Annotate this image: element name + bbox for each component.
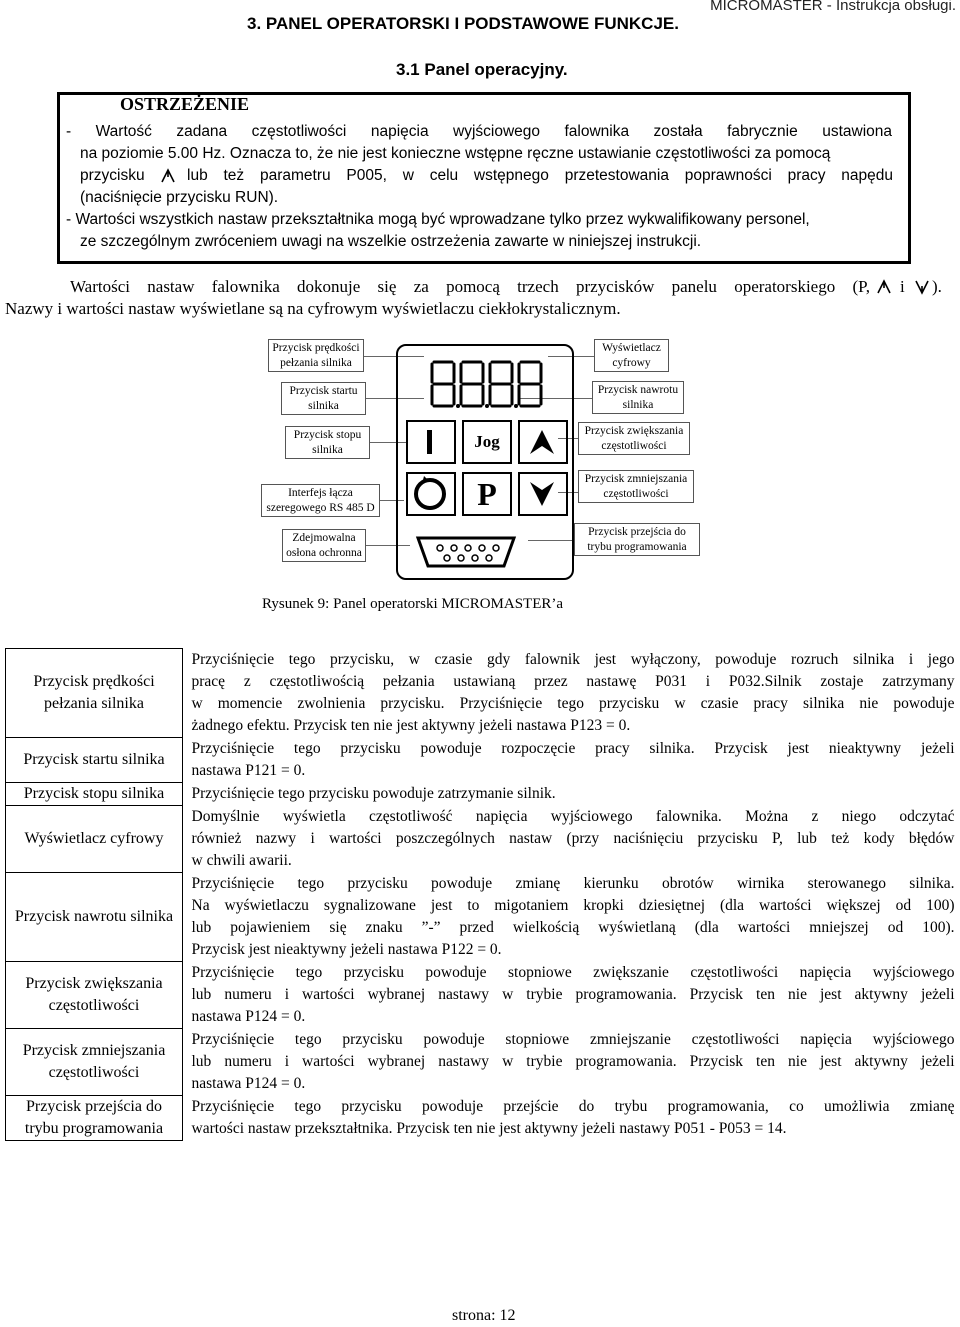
description-line: w chwili awarii.: [191, 851, 292, 869]
description-line: nastawa P124 = 0.: [191, 1074, 306, 1092]
description-line: Przyciśnięcie tego przycisku powoduje zatrzymanie silnik.: [191, 784, 556, 802]
description-line: lub numeru i wartości wybranej nastawy w trybie programowania. Przycisk ten nie jest aktywny jeżeli: [191, 985, 955, 1003]
warning-line-3b: lub też parametru P005, w celu wstępnego przetestowania poprawności pracy napędu: [187, 167, 893, 184]
table-cell-name: [6, 806, 183, 873]
up-button[interactable]: [518, 420, 568, 464]
table-cell-name: [6, 1096, 183, 1141]
description-line: również nazwy i wartości poszczególnych nastaw (przy naciśnięciu przycisku P, lub też kody błędów: [191, 829, 955, 847]
button-name: Przycisk prędkości pełzania silnika: [33, 673, 155, 712]
button-name: Wyświetlacz cyfrowy: [24, 830, 164, 847]
manual-title: MICROMASTER - Instrukcja obsługi.: [710, 0, 956, 14]
warning-line-4: (naciśnięcie przycisku RUN).: [80, 189, 279, 206]
table-row: [6, 738, 955, 783]
description-line: wartości nastaw przekształtnika. Przycisk ten nie jest aktywny jeżeli nastawy P051 - P053 = 14.: [191, 1119, 787, 1137]
table-cell-name: [6, 962, 183, 1029]
intro-and: i: [900, 277, 905, 296]
table-row: [6, 962, 955, 1029]
warning-title: OSTRZEŻENIE: [120, 94, 250, 114]
warning-line-1: - Wartość zadana częstotliwości napięcia wyjściowego falownika została fabrycznie ustawiona: [66, 123, 892, 140]
button-name: Przycisk zmniejszania częstotliwości: [22, 1042, 166, 1081]
description-line: Przyciśnięcie tego przycisku powoduje przejście do trybu programowania, co umożliwia zmianę: [191, 1097, 955, 1115]
table-cell-name: [6, 1029, 183, 1096]
label-stop-button: Przycisk stopu silnika: [285, 426, 370, 459]
table-cell-name: [6, 649, 183, 738]
label-display: Wyświetlacz cyfrowy: [594, 339, 669, 372]
up-arrow-icon: [520, 422, 566, 462]
reverse-button[interactable]: [406, 472, 456, 516]
table-row: [6, 806, 955, 873]
description-line: Przycisk jest nieaktywny jeżeli nastawa P122 = 0.: [191, 940, 502, 958]
description-line: Przyciśnięcie tego przycisku powoduje stopniowe zmniejszanie częstotliwości napięcia wyjściowego: [191, 1030, 955, 1048]
down-arrow-icon: [914, 279, 930, 295]
button-name: Przycisk startu silnika: [23, 751, 165, 768]
seven-segment-display: [424, 356, 548, 410]
description-line: Na wyświetlaczu sygnalizowane jest to migotaniem kropki dziesiętnej (dla wartości większej od 100): [191, 896, 955, 914]
description-line: żadnego efektu. Przycisk ten nie jest aktywny jeżeli nastawa P123 = 0.: [191, 716, 631, 734]
description-line: lub pojawieniem się znaku ”-” przed wielkością wyświetlaną (dla wartości mniejszej od 100).: [191, 918, 955, 936]
page-number: strona: 12: [452, 1307, 516, 1324]
intro-end: ).: [932, 277, 942, 296]
intro-line-2: Nazwy i wartości nastaw wyświetlane są na cyfrowym wyświetlaczu ciekłokrystalicznym.: [5, 299, 621, 318]
warning-line-3a: przycisku: [80, 167, 145, 184]
table-cell-description: [192, 738, 955, 783]
label-cover: Zdejmowalna osłona ochronna: [282, 529, 366, 562]
table-row: [6, 1096, 955, 1141]
label-start-button: Przycisk startu silnika: [281, 382, 366, 415]
warning-line-2: na poziomie 5.00 Hz. Oznacza to, że nie jest konieczne wstępne ręczne ustawianie częstotliwości za pomocą: [80, 145, 831, 162]
description-line: Przyciśnięcie tego przycisku powoduje zmianę kierunku obrotów wirnika sterowanego silnika.: [191, 874, 955, 892]
p-key-label: P: [477, 476, 497, 512]
description-line: Przyciśnięcie tego przycisku powoduje rozpoczęcie pracy silnika. Przycisk jest nieaktywny jeżeli: [191, 739, 955, 757]
table-cell-name: [6, 783, 183, 806]
rs485-connector: [410, 530, 522, 574]
button-name: Przycisk zwiększania częstotliwości: [25, 975, 163, 1014]
label-up-button: Przycisk zwiększania częstotliwości: [578, 422, 690, 455]
jog-button[interactable]: [462, 420, 512, 464]
label-down-button: Przycisk zmniejszania częstotliwości: [578, 470, 694, 503]
button-name: Przycisk stopu silnika: [23, 785, 165, 802]
table-cell-description: [192, 649, 955, 738]
description-line: w momencie zwolnienia przycisku. Przyciśnięcie tego przycisku w czasie pracy silnika nie powoduje: [191, 694, 955, 712]
description-line: pracę z częstotliwością pełzania ustawianą przez nastawę P031 i P032.Silnik zostaje zatrzymany: [191, 672, 955, 690]
label-reverse-button: Przycisk nawrotu silnika: [592, 381, 684, 414]
table-cell-description: [192, 1029, 955, 1096]
table-cell-description: [192, 962, 955, 1029]
button-description-table: [5, 648, 955, 1141]
warning-line-6: ze szczególnym zwróceniem uwagi na wszelkie ostrzeżenia zawarte w niniejszej instrukcji.: [80, 233, 702, 250]
table-row: [6, 649, 955, 738]
table-row: [6, 783, 955, 806]
chapter-title: 3. PANEL OPERATORSKI I PODSTAWOWE FUNKCJE.: [247, 14, 679, 33]
table-cell-description: [192, 783, 955, 806]
table-row: [6, 873, 955, 962]
intro-line-1: Wartości nastaw falownika dokonuje się za pomocą trzech przycisków panelu operatorskiego (P,: [70, 277, 870, 296]
jog-key-label: Jog: [474, 432, 500, 451]
table-row: [6, 1029, 955, 1096]
start-button[interactable]: [406, 420, 456, 464]
description-line: Przyciśnięcie tego przycisku powoduje stopniowe zwiększanie częstotliwości napięcia wyjściowego: [191, 963, 955, 981]
label-prog-button: Przycisk przejścia do trybu programowania: [574, 523, 700, 556]
section-title: 3.1 Panel operacyjny.: [396, 60, 568, 79]
button-name: Przycisk nawrotu silnika: [14, 908, 174, 925]
digital-display: [424, 356, 548, 410]
table-cell-description: [192, 1096, 955, 1141]
label-jog-button: Przycisk prędkości pełzania silnika: [268, 339, 364, 372]
reverse-icon: [408, 474, 454, 514]
table-cell-name: [6, 873, 183, 962]
description-line: nastawa P124 = 0.: [191, 1007, 306, 1025]
up-arrow-icon: [876, 279, 892, 295]
down-arrow-icon: [520, 474, 566, 514]
table-cell-description: [192, 806, 955, 873]
down-button[interactable]: [518, 472, 568, 516]
label-rs485: Interfejs łącza szeregowego RS 485 D: [261, 484, 380, 517]
description-line: lub numeru i wartości wybranej nastawy w trybie programowania. Przycisk ten nie jest aktywny jeżeli: [191, 1052, 955, 1070]
table-cell-name: [6, 738, 183, 783]
prog-button[interactable]: [462, 472, 512, 516]
description-line: Przyciśnięcie tego przycisku, w czasie gdy falownik jest wyłączony, powoduje rozruch silnika i jego: [191, 650, 955, 668]
button-name: Przycisk przejścia do trybu programowania: [24, 1098, 164, 1137]
figure-caption: Rysunek 9: Panel operatorski MICROMASTER’a: [262, 596, 564, 612]
description-line: nastawa P121 = 0.: [191, 761, 306, 779]
description-line: Domyślnie wyświetla częstotliwość napięcia wyjściowego falownika. Można z niego odczytać: [191, 807, 955, 825]
table-cell-description: [192, 873, 955, 962]
warning-line-5: - Wartości wszystkich nastaw przekształtnika mogą być wprowadzane tylko przez wykwalifikowany personel,: [66, 211, 810, 228]
up-arrow-icon: [160, 168, 176, 184]
